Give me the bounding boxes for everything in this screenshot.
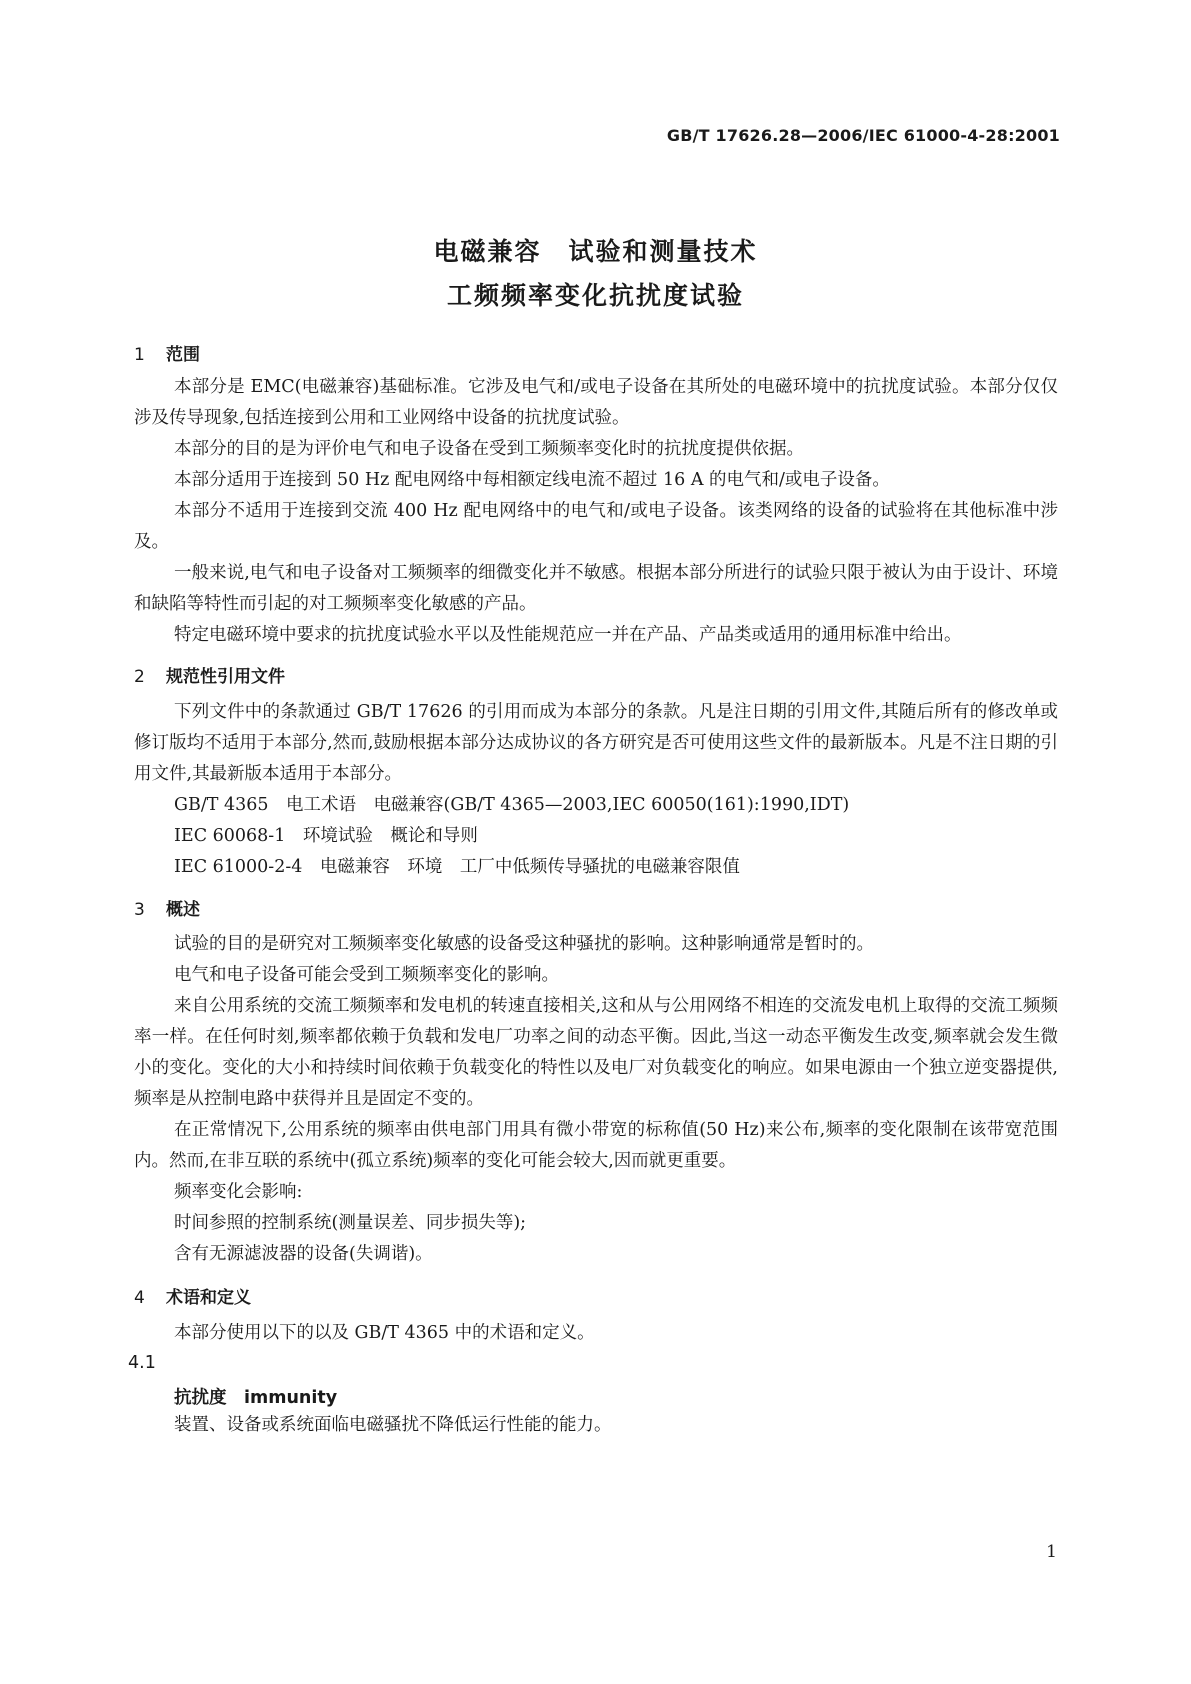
term-definition: 装置、设备或系统面临电磁骚扰不降低运行性能的能力。 [174, 1415, 612, 1435]
standard-code: GB/T 17626.28—2006/IEC 61000-4-28:2001 [666, 126, 1060, 145]
paragraph: 本部分是 EMC(电磁兼容)基础标准。它涉及电气和/或电子设备在其所处的电磁环境中的抗扰度试验。本部分仅仅涉及传导现象,包括连接到公用和工业网络中设备的抗扰度试验。 [134, 377, 1058, 428]
paragraph: 频率变化会影响: [174, 1182, 303, 1202]
reference-item: IEC 60068-1 环境试验 概论和导则 [174, 826, 478, 846]
section-1-heading [134, 340, 200, 365]
paragraph: 来自公用系统的交流工频频率和发电机的转速直接相关,这和从与公用网络不相连的交流发电机上取得的交流工频频率一样。在任何时刻,频率都依赖于负载和发电厂功率之间的动态平衡。因此,当这一动态平衡发生改变,频率就会发生微小的变化。变化的大小和持续时间依赖于负载变化的特性以及电厂对负载变化的响应。如果电源由一个独立逆变器提供,频率是从控制电路中获得并且是固定不变的。 [134, 996, 1058, 1109]
paragraph: 本部分适用于连接到 50 Hz 配电网络中每相额定线电流不超过 16 A 的电气和/或电子设备。 [174, 470, 890, 490]
section-title: 规范性引用文件 [166, 667, 285, 687]
section-number: 1 [134, 345, 145, 365]
document-title-line1: 电磁兼容 试验和测量技术 [433, 237, 758, 266]
paragraph: 一般来说,电气和电子设备对工频频率的细微变化并不敏感。根据本部分所进行的试验只限于被认为由于设计、环境和缺陷等特性而引起的对工频频率变化敏感的产品。 [134, 563, 1058, 614]
document-title-line2: 工频频率变化抗扰度试验 [446, 281, 744, 310]
section-4-heading [134, 1283, 251, 1308]
paragraph: 本部分使用以下的以及 GB/T 4365 中的术语和定义。 [174, 1323, 595, 1343]
paragraph: 特定电磁环境中要求的抗扰度试验水平以及性能规范应一并在产品、产品类或适用的通用标准中给出。 [174, 625, 962, 645]
section-title: 范围 [166, 345, 200, 365]
paragraph: 下列文件中的条款通过 GB/T 17626 的引用而成为本部分的条款。凡是注日期的引用文件,其随后所有的修改单或修订版均不适用于本部分,然而,鼓励根据本部分达成协议的各方研究是否可使用这些文件的最新版本。凡是不注日期的引用文件,其最新版本适用于本部分。 [134, 702, 1058, 784]
paragraph: 时间参照的控制系统(测量误差、同步损失等); [174, 1213, 527, 1233]
paragraph: 在正常情况下,公用系统的频率由供电部门用具有微小带宽的标称值(50 Hz)来公布,频率的变化限制在该带宽范围内。然而,在非互联的系统中(孤立系统)频率的变化可能会较大,因而就更重要。 [134, 1120, 1058, 1171]
page-number: 1 [1046, 1542, 1057, 1562]
paragraph: 本部分不适用于连接到交流 400 Hz 配电网络中的电气和/或电子设备。该类网络的设备的试验将在其他标准中涉及。 [134, 501, 1058, 552]
reference-item: GB/T 4365 电工术语 电磁兼容(GB/T 4365—2003,IEC 60050(161):1990,IDT) [174, 795, 850, 815]
term-entry: 抗扰度 immunity [174, 1388, 338, 1408]
section-number: 4 [134, 1288, 145, 1308]
section-number: 2 [134, 667, 145, 687]
subsection-number: 4.1 [128, 1353, 156, 1373]
reference-item: IEC 61000-2-4 电磁兼容 环境 工厂中低频传导骚扰的电磁兼容限值 [174, 857, 740, 877]
section-title: 概述 [166, 900, 200, 920]
section-number: 3 [134, 900, 145, 920]
section-title: 术语和定义 [166, 1288, 251, 1308]
paragraph: 含有无源滤波器的设备(失调谐)。 [174, 1244, 433, 1264]
paragraph: 电气和电子设备可能会受到工频频率变化的影响。 [174, 965, 559, 985]
paragraph: 试验的目的是研究对工频频率变化敏感的设备受这种骚扰的影响。这种影响通常是暂时的。 [174, 934, 874, 954]
section-3-heading [134, 895, 200, 920]
section-2-heading [134, 662, 285, 687]
paragraph: 本部分的目的是为评价电气和电子设备在受到工频频率变化时的抗扰度提供依据。 [174, 439, 804, 459]
